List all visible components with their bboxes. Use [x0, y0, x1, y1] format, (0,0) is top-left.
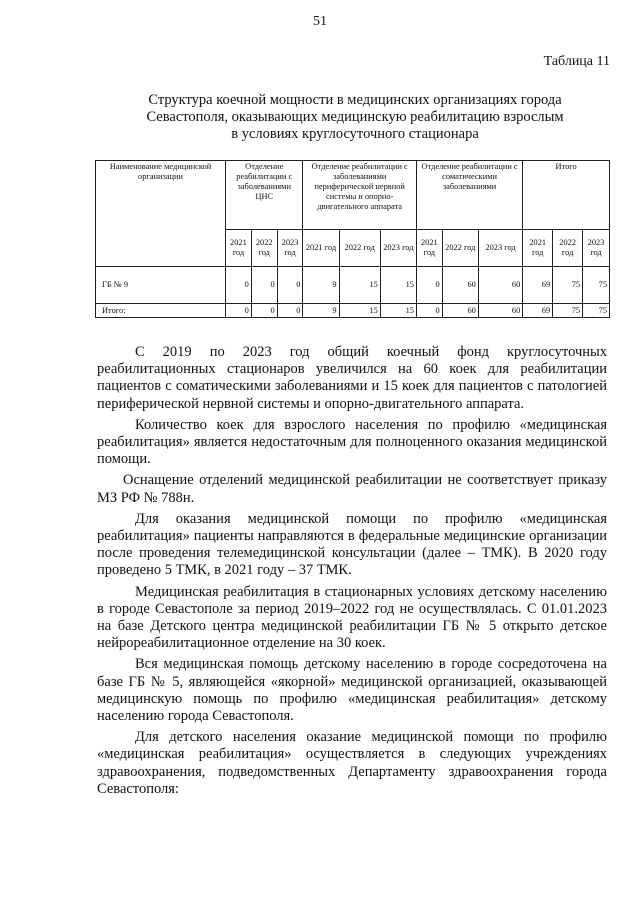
table-cell: 60 — [478, 267, 522, 304]
table-cell: 15 — [380, 304, 416, 318]
table-cell: 69 — [523, 267, 553, 304]
row-name: Итого: — [96, 304, 226, 318]
page-number: 51 — [313, 14, 327, 29]
table-cell: 15 — [339, 304, 380, 318]
cns-group-header: Отделение реабилитации с заболеваниями ЦНС — [226, 161, 303, 230]
table-cell: 0 — [416, 304, 442, 318]
beds-table — [95, 160, 610, 318]
table-cell: 0 — [226, 304, 252, 318]
table-cell: 75 — [553, 304, 583, 318]
year-header: 2023 год — [583, 230, 610, 267]
year-header: 2022 год — [339, 230, 380, 267]
document-title — [100, 92, 610, 143]
year-header: 2021 год — [226, 230, 252, 267]
year-header: 2023 год — [478, 230, 522, 267]
paragraph: С 2019 по 2023 год общий коечный фонд круглосуточных реабилитационных стационаров увеличился на 60 коек для реабилитации пациентов с соматическими заболеваниями и 15 коек для пациентов с патологией периферической нервной системы и опорно-двигательного аппарата. — [97, 344, 607, 412]
paragraph: Вся медицинская помощь детскому населению в городе сосредоточена на базе ГБ № 5, являющейся «якорной» медицинской организацией, оказывающей медицинскую помощь по профилю «медицинская реабилитация» детскому населению города Севастополя. — [97, 656, 607, 725]
org-column-header: Наименование медицинской организации — [96, 161, 226, 267]
paragraph: Для детского населения оказание медицинской помощи по профилю «медицинская реабилитация» осуществляется в следующих учреждениях здравоохранения, подведомственных Департаменту здравоохранения города Севастополя: — [97, 729, 607, 797]
table-row — [96, 267, 610, 304]
table-cell: 0 — [277, 304, 303, 318]
title-line: Севастополя, оказывающих медицинскую реабилитацию взрослым — [146, 109, 564, 125]
year-header: 2022 год — [553, 230, 583, 267]
year-header: 2021 год — [303, 230, 339, 267]
year-header: 2023 год — [380, 230, 416, 267]
table-cell: 75 — [583, 267, 610, 304]
table-cell: 15 — [380, 267, 416, 304]
pns-group-header: Отделение реабилитации с заболеваниями периферической нервной системы и опорно-двигательного аппарата — [303, 161, 417, 230]
paragraph: Медицинская реабилитация в стационарных условиях детскому населению в городе Севастополе за период 2019–2022 год не осуществлялась. С 01.01.2023 на базе Детского центра медицинской реабилитации ГБ № 5 открыто детское нейрореабилитационное отделение на 30 коек. — [97, 583, 607, 652]
table-cell: 9 — [303, 304, 339, 318]
table-cell: 0 — [226, 267, 252, 304]
table-cell: 0 — [251, 304, 277, 318]
table-cell: 75 — [553, 267, 583, 304]
row-name: ГБ № 9 — [96, 267, 226, 304]
paragraph: Оснащение отделений медицинской реабилитации не соответствует приказу МЗ РФ № 788н. — [97, 472, 607, 506]
year-header: 2021 год — [416, 230, 442, 267]
total-group-header: Итого — [523, 161, 610, 230]
year-header: 2021 год — [523, 230, 553, 267]
table-cell: 0 — [251, 267, 277, 304]
table-cell: 0 — [416, 267, 442, 304]
title-line: Структура коечной мощности в медицинских организациях города — [148, 92, 562, 108]
table-cell: 69 — [523, 304, 553, 318]
table-label: Таблица 11 — [543, 54, 610, 69]
table-cell: 75 — [583, 304, 610, 318]
table-cell: 0 — [277, 267, 303, 304]
table-cell: 15 — [339, 267, 380, 304]
table-cell: 60 — [442, 304, 478, 318]
table-cell: 9 — [303, 267, 339, 304]
year-header: 2022 год — [251, 230, 277, 267]
year-header: 2023 год — [277, 230, 303, 267]
table-row-total — [96, 304, 610, 318]
somatic-group-header: Отделение реабилитации с соматическими заболеваниями — [416, 161, 522, 230]
paragraph: Для оказания медицинской помощи по профилю «медицинская реабилитация» пациенты направляются в федеральные медицинские организации после проведения телемедицинской консультации (далее – ТМК). В 2020 году проведено 5 ТМК, в 2021 году – 37 ТМК. — [97, 510, 607, 579]
title-line: в условиях круглосуточного стационара — [231, 126, 479, 142]
table-cell: 60 — [442, 267, 478, 304]
year-header: 2022 год — [442, 230, 478, 267]
table-cell: 60 — [478, 304, 522, 318]
paragraph: Количество коек для взрослого населения по профилю «медицинская реабилитация» является недостаточным для полноценного оказания медицинской помощи. — [97, 416, 607, 468]
body-text — [97, 344, 607, 802]
